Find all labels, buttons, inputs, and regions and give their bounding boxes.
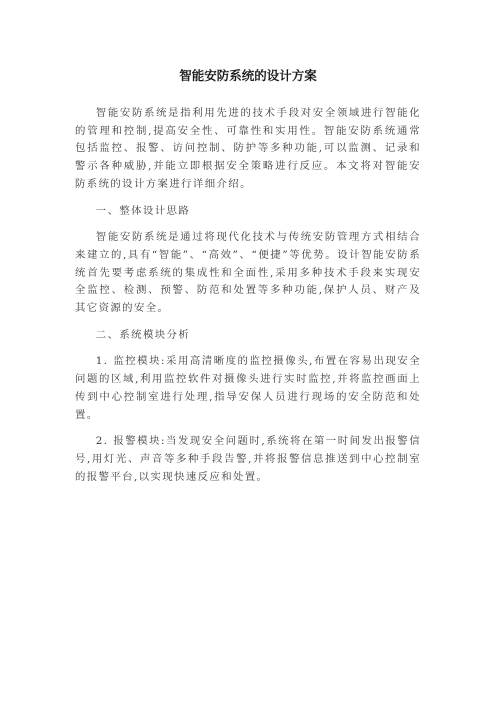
document-title: 智能安防系统的设计方案 xyxy=(179,68,317,83)
section-heading-module-analysis: 二、系统模块分析 xyxy=(95,328,191,341)
intro-paragraph: 智能安防系统是指利用先进的技术手段对安全领域进行智能化的管理和控制,提高安全性、可靠性和实用性。智能安防系统通常包括监控、报警、访问控制、防护等多种功能,可以监测、记录和警示各种威胁,并能立即根据安全策略进行反应。本文将对智能安防系统的设计方案进行详细介绍。 xyxy=(75,107,421,190)
section-heading-overall-design: 一、整体设计思路 xyxy=(95,204,191,217)
document-body xyxy=(75,105,421,495)
overall-design-paragraph: 智能安防系统是通过将现代化技术与传统安防管理方式相结合来建立的,具有“智能”、“高效”、“便捷”等优势。设计智能安防系统首先要考虑系统的集成性和全面性,采用多种技术手段来实现安全监控、检测、预警、防范和处置等多种功能,保护人员、财产及其它资源的安全。 xyxy=(75,231,421,315)
alarm-module-paragraph: 2. 报警模块:当发现安全问题时,系统将在第一时间发出报警信号,用灯光、声音等多种手段告警,并将报警信息推送到中心控制室的报警平台,以实现快速反应和处置。 xyxy=(75,435,421,483)
monitoring-module-paragraph: 1. 监控模块:采用高清晰度的监控摄像头,布置在容易出现安全问题的区域,利用监控软件对摄像头进行实时监控,并将监控画面上传到中心控制室进行处理,指导安保人员进行现场的安全防范和处置。 xyxy=(75,355,421,421)
